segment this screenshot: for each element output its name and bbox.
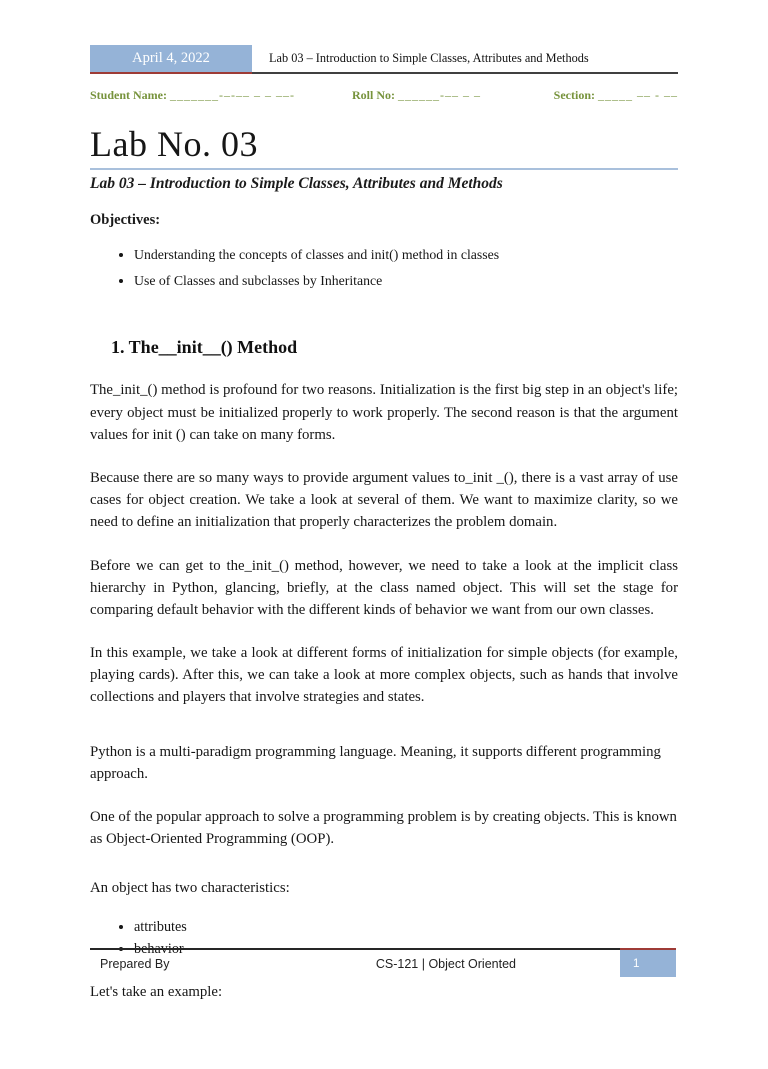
- page-footer: [90, 948, 676, 977]
- roll-no-field: [352, 88, 554, 103]
- paragraph: Because there are so many ways to provide argument values to_init _(), there is a vast array of use cases for object creation. We take a look at several of them. We want to maximize clarity, so we need to define an initialization that properly characterizes the problem domain.: [90, 469, 678, 531]
- paragraph: Before we can get to the_init_() method, however, we need to take a look at the implicit class hierarchy in Python, glancing, briefly, at the class named object. This will set the stage for comparing default behavior with the different kinds of behavior we want from our own classes.: [90, 557, 678, 618]
- paragraph: Python is a multi-paradigm programming language. Meaning, it supports different programming approach.: [90, 743, 661, 782]
- footer-prepared-by: Prepared By: [100, 957, 170, 971]
- footer-course-label: CS-121 | Object Oriented: [375, 957, 516, 971]
- characteristic-item: • attributes: [134, 916, 678, 938]
- section-blank: _____ –– - ––: [598, 88, 678, 102]
- section-field: [554, 88, 678, 103]
- page-number: 1: [633, 957, 640, 970]
- section-heading: 1. The__init__() Method: [111, 337, 298, 358]
- objective-item: • Understanding the concepts of classes and init() method in classes: [134, 245, 678, 265]
- student-info-row: [90, 88, 678, 103]
- objectives-heading: Objectives:: [90, 212, 161, 229]
- page-title: Lab No. 03: [90, 124, 678, 170]
- page-header: [90, 45, 678, 74]
- objective-item: • Use of Classes and subclasses by Inheritance: [134, 271, 678, 291]
- paragraph: One of the popular approach to solve a programming problem is by creating objects. This is known as Object-Oriented Programming (OOP).: [90, 809, 677, 848]
- document-page: [0, 45, 768, 1069]
- page-subtitle: Lab 03 – Introduction to Simple Classes, Attributes and Methods: [90, 175, 503, 193]
- page-number-badge: [620, 948, 676, 977]
- footer-rule: [90, 948, 620, 971]
- characteristics-intro: An object has two characteristics:: [90, 880, 290, 897]
- student-name-label: Student Name:: [90, 88, 167, 102]
- student-name-field: [90, 88, 352, 103]
- header-date-box: [90, 45, 252, 74]
- header-title: Lab 03 – Introduction to Simple Classes, Attributes and Methods: [269, 51, 589, 65]
- header-date: April 4, 2022: [132, 50, 210, 66]
- paragraph: In this example, we take a look at different forms of initialization for simple objects (for example, playing cards). After this, we can take a look at more complex objects, such as hands that involve collections and players that involve strategies and states.: [90, 645, 678, 706]
- closing-line: Let's take an example:: [90, 983, 223, 1000]
- student-name-blank: _______-–-–– – – ––-: [170, 88, 295, 102]
- roll-no-blank: ______-–– – –: [398, 88, 481, 102]
- objectives-list: [90, 245, 678, 291]
- header-title-cell: [252, 45, 678, 74]
- characteristic-item: • behavior: [134, 938, 678, 960]
- section-label: Section:: [553, 88, 595, 102]
- roll-no-label: Roll No:: [352, 88, 395, 102]
- paragraph: The_init_() method is profound for two reasons. Initialization is the first big step in an object's life; every object must be initialized properly to work properly. The second reason is that the argument values for init () can take on many forms.: [90, 382, 678, 443]
